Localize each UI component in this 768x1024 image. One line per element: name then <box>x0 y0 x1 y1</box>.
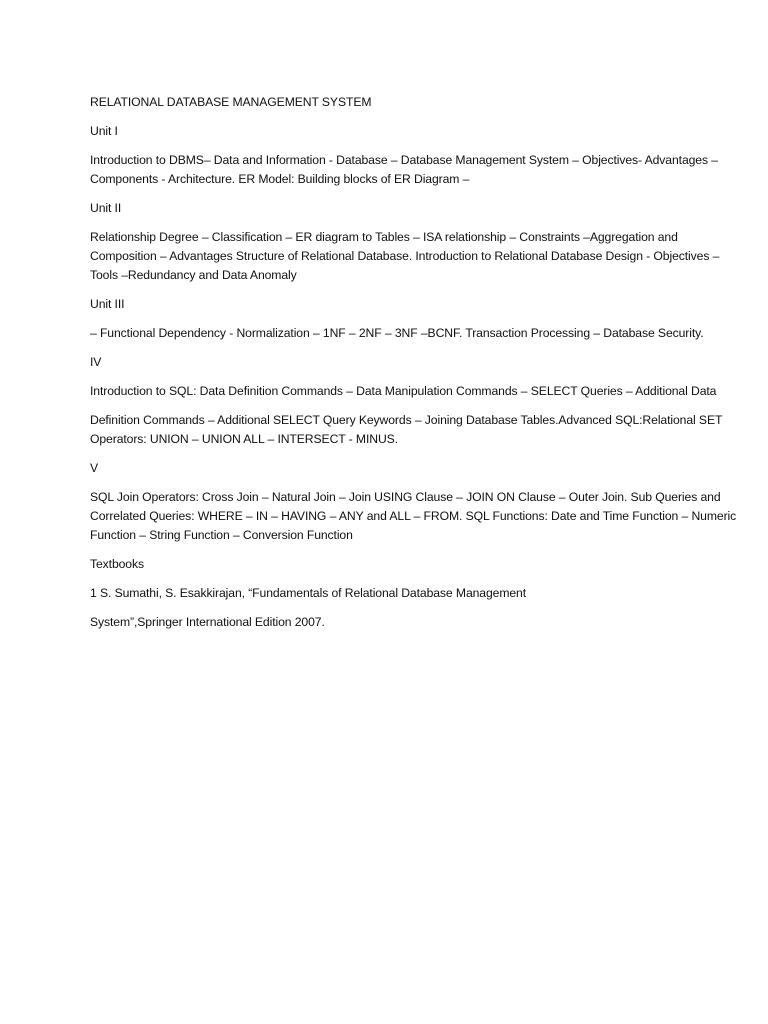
text-line: Definition Commands – Additional SELECT Query Keywords – Joining Database Tables.Advanced SQL:Relational SET <box>90 413 723 427</box>
unit-4-heading: IV <box>90 355 102 369</box>
textbooks-heading: Textbooks <box>90 557 144 571</box>
unit-4-text-b <box>90 411 754 449</box>
text-line: Introduction to DBMS– Data and Information - Database – Database Management System – Objectives- Advantages – <box>90 153 718 167</box>
text-line: SQL Join Operators: Cross Join – Natural Join – Join USING Clause – JOIN ON Clause – Outer Join. Sub Queries and <box>90 490 721 504</box>
text-line: Operators: UNION – UNION ALL – INTERSECT - MINUS. <box>90 432 398 446</box>
unit-4-text-a <box>90 382 754 401</box>
text-line: Relationship Degree – Classification – ER diagram to Tables – ISA relationship – Constraints –Aggregation and <box>90 230 678 244</box>
unit-5-heading: V <box>90 461 99 475</box>
text-line: Components - Architecture. ER Model: Building blocks of ER Diagram – <box>90 172 470 186</box>
text-line: Composition – Advantages Structure of Relational Database. Introduction to Relational Database Design - Objectives – <box>90 249 720 263</box>
text-line: Introduction to SQL: Data Definition Commands – Data Manipulation Commands – SELECT Queries – Additional Data <box>90 384 717 398</box>
unit-1-heading: Unit I <box>90 124 118 138</box>
text-line: Tools –Redundancy and Data Anomaly <box>90 268 297 282</box>
document-body <box>90 93 754 642</box>
unit-2-heading: Unit II <box>90 201 122 215</box>
document-title: RELATIONAL DATABASE MANAGEMENT SYSTEM <box>90 95 372 109</box>
unit-1-text <box>90 151 754 189</box>
textbook-line-2: System”,Springer International Edition 2007. <box>90 615 325 629</box>
unit-3-heading: Unit III <box>90 297 125 311</box>
text-line: – Functional Dependency - Normalization – 1NF – 2NF – 3NF –BCNF. Transaction Processing – Database Security. <box>90 326 704 340</box>
unit-5-text <box>90 488 754 545</box>
text-line: Function – String Function – Conversion Function <box>90 528 353 542</box>
unit-3-text <box>90 324 754 343</box>
unit-2-text <box>90 228 754 285</box>
text-line: Correlated Queries: WHERE – IN – HAVING – ANY and ALL – FROM. SQL Functions: Date and Time Function – Numeric <box>90 509 737 523</box>
textbook-line-1: 1 S. Sumathi, S. Esakkirajan, “Fundamentals of Relational Database Management <box>90 586 527 600</box>
